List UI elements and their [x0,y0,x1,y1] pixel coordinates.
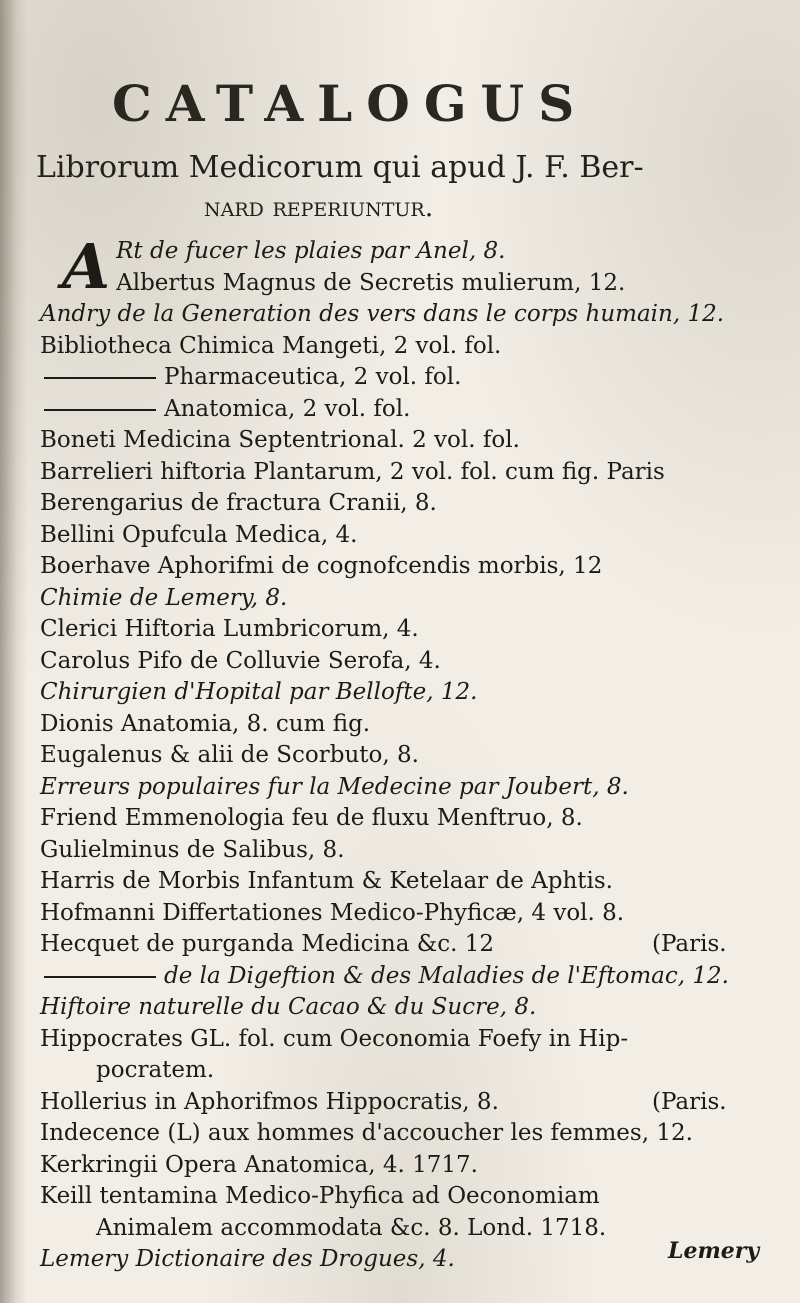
list-item [40,709,770,741]
entry-text: Kerkringii Opera Anatomica, 4. 1717. [40,1151,478,1178]
subtitle-line-1: Librorum Medicorum qui apud J. F. Ber- [36,150,644,185]
list-item [40,898,770,930]
list-item [40,394,770,426]
entry-text: Hofmanni Differtationes Medico-Phyficæ, 4 vol. 8. [40,899,625,926]
entry-text: Hecquet de purganda Medicina &c. 12 [40,931,494,957]
dropcap-letter: A [62,230,111,303]
entry-text: Animalem accommodata &c. 8. Lond. 1718. [96,1214,607,1241]
list-item [40,299,770,331]
entry-text: Andry de la Generation des vers dans le corps humain, 12. [40,301,725,327]
list-item [40,961,770,993]
list-item [40,1024,770,1056]
entry-text: Indecence (L) aux hommes d'accoucher les femmes, 12. [40,1120,693,1146]
entry-text: Bellini Opufcula Medica, 4. [40,521,358,548]
list-item [40,835,770,867]
list-item [40,1087,770,1119]
entry-text: Chirurgien d'Hopital par Bellofte, 12. [40,679,478,705]
list-item [40,740,770,772]
page-edge-shadow [0,0,28,1303]
subtitle-line-2: nard reperiuntur. [204,192,434,223]
list-item [40,677,770,709]
entry-text: Lemery Dictionaire des Drogues, 4. [40,1246,455,1272]
list-item [40,551,770,583]
entry-place: (Paris. [652,1088,727,1115]
list-item [40,1055,770,1087]
list-item [40,614,770,646]
entry-place: (Paris. [652,931,727,957]
entry-text: Chimie de Lemery, 8. [40,584,288,611]
page-title: CATALOGUS [112,74,589,133]
entry-text: Eugalenus & alii de Scorbuto, 8. [40,742,419,768]
list-item [40,331,770,363]
ditto-dash [44,377,156,379]
entry-text: Boneti Medicina Septentrional. 2 vol. fol. [40,427,520,453]
list-item [40,1244,770,1276]
entry-text: Gulielminus de Salibus, 8. [40,836,345,863]
list-item [40,583,770,615]
list-item [40,929,770,961]
entry-text: Harris de Morbis Infantum & Ketelaar de Aphtis. [40,868,613,894]
entry-text: Dionis Anatomia, 8. cum fig. [40,710,371,737]
list-item [40,362,770,394]
list-item [40,803,770,835]
entry-text: Barrelieri hiftoria Plantarum, 2 vol. fol. cum fig. Paris [40,458,665,485]
entry-text: pocratem. [96,1057,215,1083]
catchword: Lemery [668,1238,760,1264]
entry-text: Berengarius de fractura Cranii, 8. [40,490,437,516]
entry-text: Erreurs populaires fur la Medecine par Joubert, 8. [40,773,629,800]
entry-text: Boerhave Aphorifmi de cognofcendis morbis, 12 [40,553,603,579]
list-item [40,425,770,457]
entry-text: Clerici Hiftoria Lumbricorum, 4. [40,616,419,642]
entry-text: Anatomica, 2 vol. fol. [164,395,411,422]
entry-text: Bibliotheca Chimica Mangeti, 2 vol. fol. [40,332,502,359]
ditto-dash [44,976,156,978]
list-item [40,1150,770,1182]
list-item [40,646,770,678]
entry-text: de la Digeftion & des Maladies de l'Eftomac, 12. [164,962,729,989]
list-item [40,992,770,1024]
entry-text: Pharmaceutica, 2 vol. fol. [164,364,462,390]
ditto-dash [44,409,156,411]
list-item [40,772,770,804]
list-item [40,1181,770,1213]
entry-text: Hollerius in Aphorifmos Hippocratis, 8. [40,1088,499,1115]
catalogue-entries [40,230,770,1276]
entry-text: Hiftoire naturelle du Cacao & du Sucre, 8. [40,994,537,1020]
list-item [40,488,770,520]
list-item [40,457,770,489]
page-subtitle [36,148,736,228]
list-item [40,1213,770,1245]
list-item [40,268,770,300]
list-item [40,1118,770,1150]
entry-text: Rt de fucer les plaies par Anel, 8. [116,238,506,264]
entry-text: Friend Emmenologia feu de fluxu Menftruo, 8. [40,805,583,831]
list-item [40,866,770,898]
entry-text: Hippocrates GL. fol. cum Oeconomia Foefy in Hip- [40,1025,629,1052]
entry-text: Keill tentamina Medico-Phyfica ad Oeconomiam [40,1183,600,1209]
entry-text: Albertus Magnus de Secretis mulierum, 12. [116,269,626,296]
list-item [40,520,770,552]
entry-text: Carolus Pifo de Colluvie Serofa, 4. [40,647,441,674]
